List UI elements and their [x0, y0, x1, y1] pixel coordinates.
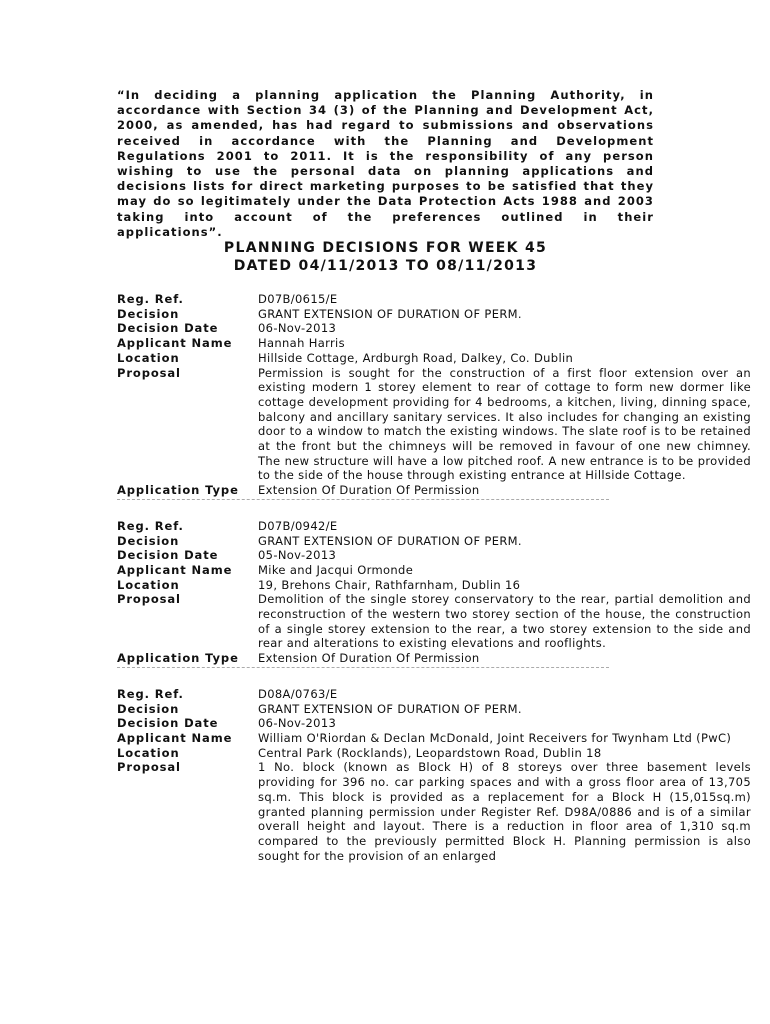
- applicant-name-row: [117, 336, 751, 351]
- decision-date-label: Decision Date: [117, 321, 219, 336]
- decision-date-value: 06-Nov-2013: [258, 716, 337, 731]
- proposal-row: [117, 592, 751, 651]
- reg-ref-label: Reg. Ref.: [117, 292, 184, 306]
- location-row: [117, 746, 751, 761]
- applicant-name-label: Applicant Name: [117, 336, 233, 351]
- location-label: Location: [117, 745, 180, 760]
- location-label: Location: [117, 350, 180, 365]
- application-type-row: [117, 651, 751, 666]
- decision-date-row: [117, 321, 751, 336]
- location-value: Hillside Cottage, Ardburgh Road, Dalkey, Co. Dublin: [258, 350, 574, 365]
- applicant-name-value: Mike and Jacqui Ormonde: [258, 562, 414, 577]
- decision-record: [117, 292, 751, 501]
- location-row: [117, 578, 751, 593]
- applicant-name-label: Applicant Name: [117, 730, 233, 745]
- reg-ref-value: D07B/0615/E: [258, 292, 338, 306]
- reg-ref-label: Reg. Ref.: [117, 686, 184, 701]
- location-value: 19, Brehons Chair, Rathfarnham, Dublin 16: [258, 577, 521, 592]
- proposal-row: [117, 366, 751, 484]
- proposal-value: Demolition of the single storey conservatory to the rear, partial demolition and reconstruction of the western two storey section of the house, the construction of a single storey extension to the rear, a two storey extension to the side and rear and alterations to existing elevations and rooflights.: [258, 592, 751, 651]
- decision-record: [117, 687, 751, 863]
- decision-date-label: Decision Date: [117, 548, 219, 563]
- proposal-value: 1 No. block (known as Block H) of 8 storeys over three basement levels providing for 396 no. car parking spaces and with a gross floor area of 13,705 sq.m. This block is provided as a replacement for a Block H (15,015sq.m) granted planning permission under Register Ref. D98A/0886 and is of a similar overall height and layout. There is a reduction in floor area of 1,310 sq.m compared to the previously permitted Block H. Planning permission is also sought for the provision of an enlarged: [258, 760, 751, 863]
- location-value: Central Park (Rocklands), Leopardstown Road, Dublin 18: [258, 745, 602, 760]
- application-type-row: [117, 483, 751, 498]
- applicant-name-value: William O'Riordan & Declan McDonald, Joint Receivers for Twynham Ltd (PwC): [258, 730, 732, 745]
- decision-row: [117, 702, 751, 717]
- decision-row: [117, 307, 751, 322]
- decision-date-value: 05-Nov-2013: [258, 548, 337, 563]
- decision-date-label: Decision Date: [117, 716, 219, 731]
- decision-date-value: 06-Nov-2013: [258, 321, 337, 336]
- location-row: [117, 351, 751, 366]
- decision-record: [117, 519, 751, 669]
- applicant-name-row: [117, 563, 751, 578]
- proposal-label: Proposal: [117, 592, 181, 607]
- reg-ref-value: D07B/0942/E: [258, 518, 338, 533]
- reg-ref-row: [117, 519, 751, 534]
- record-divider: [117, 667, 609, 669]
- page-title: PLANNING DECISIONS FOR WEEK 45: [223, 240, 548, 256]
- proposal-label: Proposal: [117, 760, 181, 775]
- application-type-value: Extension Of Duration Of Permission: [258, 483, 480, 498]
- application-type-label: Application Type: [117, 651, 239, 666]
- application-type-value: Extension Of Duration Of Permission: [258, 651, 480, 666]
- page-subtitle-dates: DATED 04/11/2013 TO 08/11/2013: [233, 258, 538, 274]
- decision-date-row: [117, 716, 751, 731]
- applicant-name-value: Hannah Harris: [258, 336, 345, 351]
- record-divider: [117, 499, 609, 501]
- application-type-label: Application Type: [117, 483, 239, 498]
- decision-label: Decision: [117, 701, 180, 716]
- decision-value: GRANT EXTENSION OF DURATION OF PERM.: [258, 306, 522, 321]
- decision-records: [117, 292, 751, 881]
- reg-ref-row: [117, 687, 751, 702]
- location-label: Location: [117, 577, 180, 592]
- reg-ref-row: [117, 292, 751, 307]
- applicant-name-row: [117, 731, 751, 746]
- reg-ref-label: Reg. Ref.: [117, 518, 184, 533]
- reg-ref-value: D08A/0763/E: [258, 686, 338, 701]
- decision-label: Decision: [117, 533, 180, 548]
- decision-row: [117, 534, 751, 549]
- data-protection-disclaimer: “In deciding a planning application the Planning Authority, in accordance with Section 34 (3) of the Planning and Development Act, 2000, as amended, has had regard to submissions and observations received in accordance with the Planning and Development Regulations 2001 to 2011. It is the responsibility of any person wishing to use the personal data on planning applications and decisions lists for direct marketing purposes to be satisfied that they may do so legitimately under the Data Protection Acts 1988 and 2003 taking into account of the preferences outlined in their applications”.: [117, 88, 654, 239]
- decision-value: GRANT EXTENSION OF DURATION OF PERM.: [258, 701, 522, 716]
- decision-label: Decision: [117, 306, 180, 321]
- proposal-value: Permission is sought for the construction of a first floor extension over an existing modern 1 storey element to rear of cottage to form new dormer like cottage development providing for 4 bedrooms, a kitchen, living, dinning space, balcony and ancillary sanitary services. It also includes for changing an existing door to a window to match the existing windows. The slate roof is to be retained at the front but the chimneys will be removed in favour of one new chimney. The new structure will have a low pitched roof. A new entrance is to be provided to the side of the house through existing entrance at Hillside Cottage.: [258, 365, 751, 483]
- decision-date-row: [117, 548, 751, 563]
- decision-value: GRANT EXTENSION OF DURATION OF PERM.: [258, 533, 522, 548]
- applicant-name-label: Applicant Name: [117, 562, 233, 577]
- proposal-row: [117, 760, 751, 863]
- proposal-label: Proposal: [117, 365, 181, 380]
